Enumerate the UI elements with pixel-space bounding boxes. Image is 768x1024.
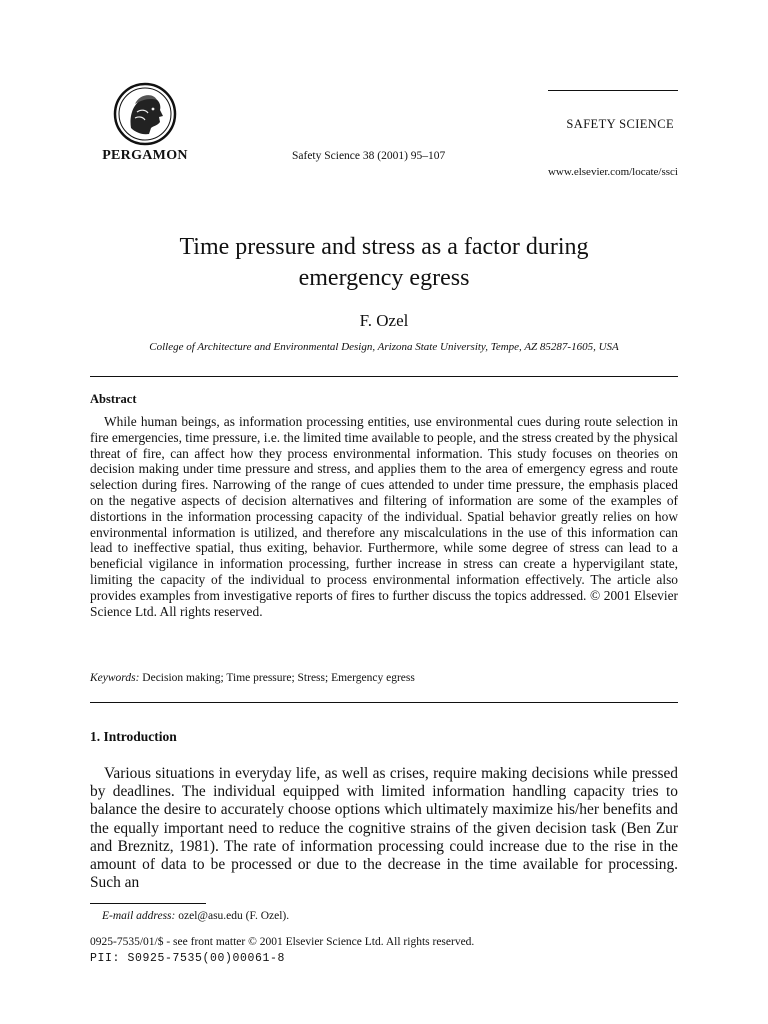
article-title <box>90 232 678 294</box>
abstract-bottom-divider <box>90 702 678 703</box>
abstract-text: While human beings, as information processing entities, use environmental cues during route selection in fire emergencies, time pressure, i.e. the limited time available to people, and the stress created by the physical threat of fire, can affect how they process environmental information. This study focuses on theories on decision making under time pressure and stress, and applies them to the area of emergency egress and route selection during fires. Narrowing of the range of cues attended to under time pressure, the emphasis placed on the negative aspects of decision alternatives and filtering of information are some of the examples of distortions in the information processing capacity of the individual. Spatial behavior greatly relies on how environmental information is utilized, and therefore any miscalculations in the use of this information can lead to ineffective spatial, thus exiting, behavior. Furthermore, while some degree of stress can lead to a beneficial vigilance in information processing, further increase in stress can create a hypervigilant state, limiting the capacity of the individual to process environmental information effectively. The article also provides examples from investigative reports of fires to further discuss the topics addressed. © 2001 Elsevier Science Ltd. All rights reserved. <box>90 414 678 619</box>
article-title-line-1: Time pressure and stress as a factor during <box>179 234 589 260</box>
pii-identifier: PII: S0925-7535(00)00061-8 <box>90 952 286 965</box>
keywords-list: Decision making; Time pressure; Stress; Emergency egress <box>142 672 415 684</box>
footnote-email <box>102 910 289 922</box>
footnote-divider <box>90 903 206 904</box>
author-affiliation: College of Architecture and Environmental Design, Arizona State University, Tempe, AZ 85287-1605, USA <box>149 341 619 353</box>
keywords-label: Keywords: <box>90 672 140 684</box>
article-title-line-2: emergency egress <box>298 265 470 291</box>
keywords-line <box>90 672 678 684</box>
section-heading-introduction: 1. Introduction <box>90 729 177 744</box>
introduction-text: Various situations in everyday life, as well as crises, require making decisions while pressed by deadlines. The individual equipped with limited information handling capacity tries to balance the desire to accurately choose options which ultimately maximize his/her benefits and the equally important need to reduce the cognitive strains of the given decision task (Ben Zur and Breznitz, 1981). The rate of information processing could increase due to the rise in the amount of data to be processed or due to the decrease in the time available for processing. Such an <box>90 765 678 892</box>
abstract-heading: Abstract <box>90 392 137 406</box>
journal-url-link[interactable]: www.elsevier.com/locate/ssci <box>547 166 678 178</box>
header-divider <box>548 90 678 91</box>
athena-head-logo-icon <box>113 82 177 146</box>
journal-citation: Safety Science 38 (2001) 95–107 <box>292 150 446 162</box>
publisher-name: PERGAMON <box>102 148 188 163</box>
abstract-top-divider <box>90 376 678 377</box>
journal-name: SAFETY SCIENCE <box>566 117 674 131</box>
email-label: E-mail address: <box>102 910 176 922</box>
front-matter-notice: 0925-7535/01/$ - see front matter © 2001 Elsevier Science Ltd. All rights reserved. <box>90 936 475 948</box>
email-address-link[interactable]: ozel@asu.edu (F. Ozel). <box>178 910 290 922</box>
publisher-logo <box>90 82 200 164</box>
article-author: F. Ozel <box>359 311 409 330</box>
